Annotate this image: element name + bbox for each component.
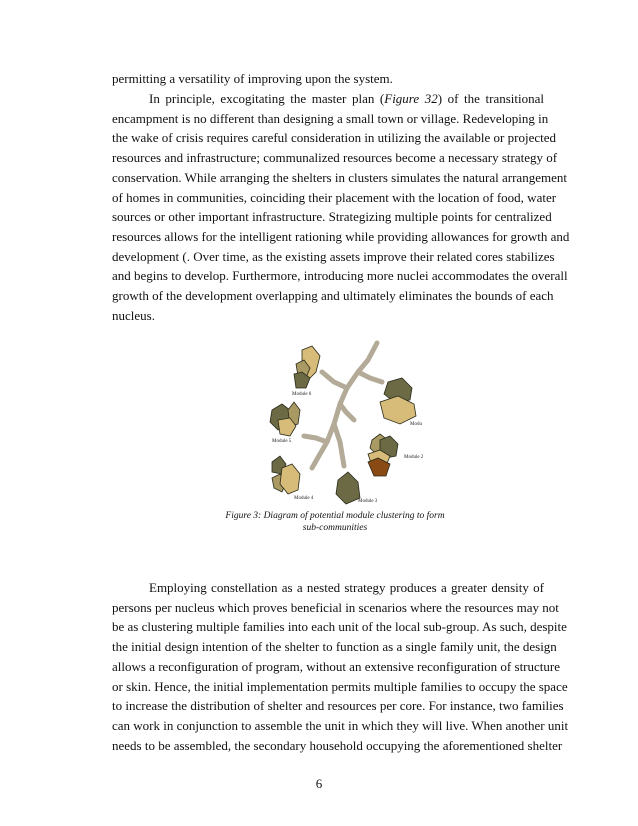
paragraph-continuation — [112, 69, 544, 89]
text-line: sources or other important infrastructure. Strategizing multiple points for centralized — [112, 209, 552, 225]
text-line: the initial design intention of the shelter to function as a single family unit, the design — [112, 639, 557, 655]
road-branch — [334, 424, 344, 466]
caption-line: Figure 3: Diagram of potential module clustering to form — [225, 511, 445, 521]
text-line: the wake of crisis requires careful consideration in utilizing the available or projected — [112, 130, 556, 146]
text-line: nucleus. — [112, 307, 155, 323]
module-shelter — [380, 396, 416, 424]
paragraph-master-plan — [112, 89, 570, 325]
module-6 — [292, 346, 320, 397]
figure-reference: Figure 32 — [384, 91, 438, 106]
text-line — [112, 89, 544, 109]
paragraph-constellation — [112, 578, 569, 755]
module-label: Module 6 — [292, 392, 312, 397]
text-line: conservation. While arranging the shelters in clusters simulates the natural arrangement — [112, 169, 567, 185]
module-2 — [368, 434, 424, 476]
text-line: Employing constellation as a nested strategy produces a greater density of — [149, 580, 544, 595]
figure-caption — [215, 510, 455, 534]
text-segment: In principle, excogitating the master plan ( — [149, 91, 385, 106]
text-line: or skin. Hence, the initial implementation permits multiple families to occupy the space — [112, 678, 568, 694]
module-4 — [272, 456, 314, 501]
road-branch — [312, 442, 327, 468]
module-cluster-diagram — [230, 338, 440, 510]
module-label: Module 3 — [358, 499, 378, 504]
module-shelter — [336, 472, 360, 504]
text-line: be as clustering multiple families into each unit of the local sub-group. As such, despite — [112, 619, 567, 635]
text-line: needs to be assembled, the secondary household occupying the aforementioned shelter — [112, 737, 563, 753]
module-label: Module 4 — [294, 496, 314, 501]
text-line: encampment is no different than designing a small town or village. Redeveloping in — [112, 110, 549, 126]
module-5 — [270, 402, 300, 444]
text-line: growth of the development overlapping and ultimately eliminates the bounds of each — [112, 288, 554, 304]
road-branch — [358, 372, 382, 382]
text-segment: ) of the transitional — [437, 91, 544, 106]
module-1 — [380, 378, 422, 427]
road-branch — [304, 436, 327, 442]
text-line: resources allows for the intelligent rationing while providing allowances for growth and — [112, 228, 570, 244]
module-label: Modu — [410, 422, 422, 427]
text-line: and begins to develop. Furthermore, introducing more nuclei accommodates the overall — [112, 268, 568, 284]
page-number: 6 — [315, 776, 323, 791]
text-line: resources and infrastructure; communalized resources become a necessary strategy of — [112, 150, 558, 166]
text-line: persons per nucleus which proves beneficial in scenarios where the resources may not — [112, 599, 559, 615]
road-branch — [340, 404, 354, 420]
text-line: development (. Over time, as the existing assets improve their related cores stabilizes — [112, 248, 555, 264]
text-line: allows a reconfiguration of program, without an extensive reconfiguration of structure — [112, 658, 560, 674]
caption-line: sub-communities — [302, 523, 368, 533]
module-label: Module 5 — [272, 439, 292, 444]
text-line: permitting a versatility of improving upon the system. — [112, 71, 393, 86]
module-3 — [336, 472, 378, 504]
module-label: Module 2 — [404, 455, 424, 460]
road-branch — [322, 372, 347, 388]
text-line: can work in conjunction to assemble the unit in which they will live. When another unit — [112, 717, 569, 733]
text-line: to increase the distribution of shelter and resources per core. For instance, two families — [112, 698, 564, 714]
text-line: of homes in communities, coinciding their placement with the location of food, water — [112, 189, 557, 205]
